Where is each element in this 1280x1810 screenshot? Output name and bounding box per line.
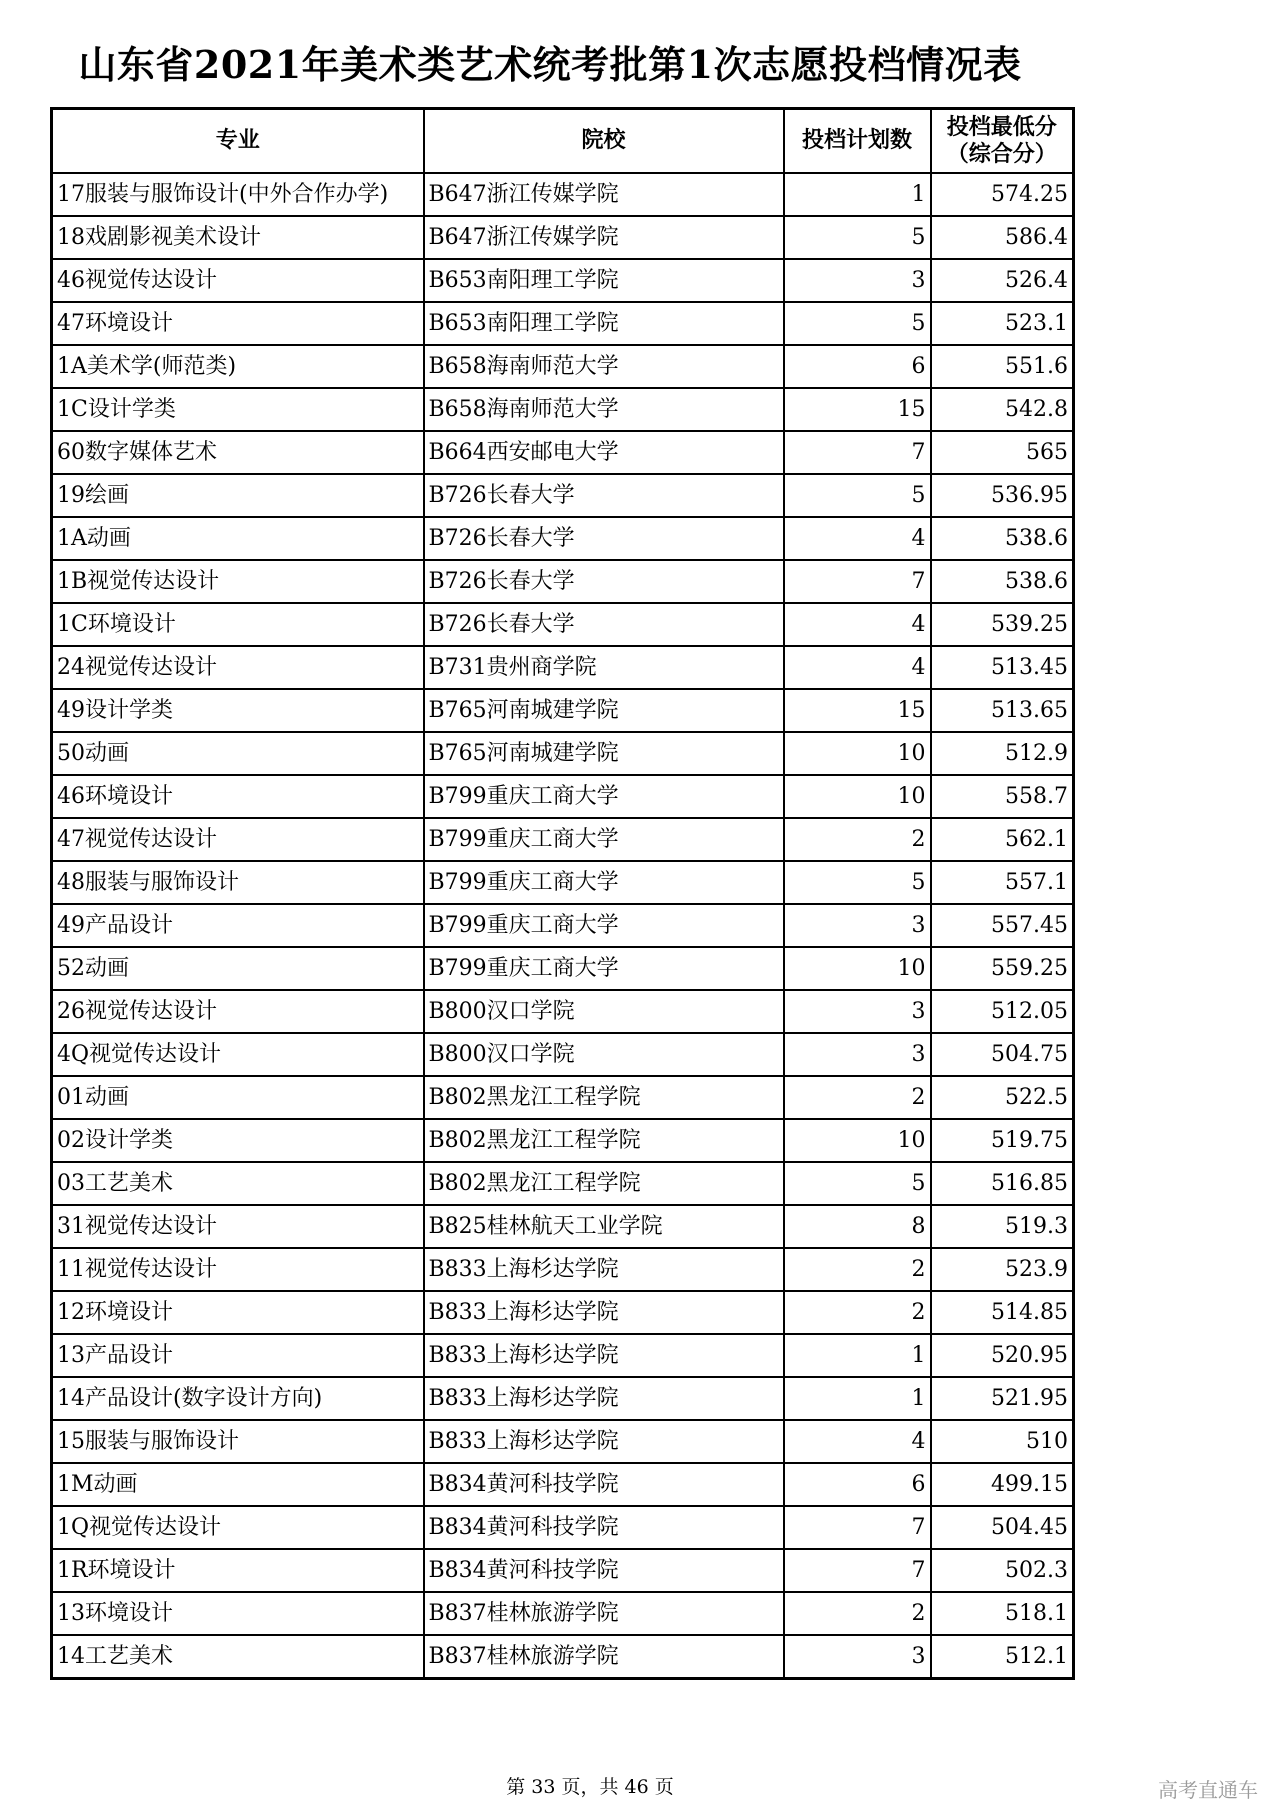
- cell-plan: 4: [784, 603, 931, 646]
- table-row: [52, 1635, 1074, 1679]
- cell-major: 02设计学类: [52, 1119, 424, 1162]
- cell-school: B726长春大学: [424, 603, 784, 646]
- cell-major: 60数字媒体艺术: [52, 431, 424, 474]
- cell-major: 1C设计学类: [52, 388, 424, 431]
- table-row: [52, 689, 1074, 732]
- cell-plan: 4: [784, 1420, 931, 1463]
- cell-major: 13环境设计: [52, 1592, 424, 1635]
- cell-major: 52动画: [52, 947, 424, 990]
- cell-score: 504.45: [931, 1506, 1074, 1549]
- cell-score: 538.6: [931, 560, 1074, 603]
- cell-plan: 5: [784, 474, 931, 517]
- cell-school: B726长春大学: [424, 517, 784, 560]
- cell-school: B664西安邮电大学: [424, 431, 784, 474]
- cell-major: 46环境设计: [52, 775, 424, 818]
- cell-major: 24视觉传达设计: [52, 646, 424, 689]
- page-footer: 第 33 页，共 46 页: [506, 1776, 674, 1798]
- admission-table: [50, 107, 1075, 1680]
- cell-plan: 10: [784, 1119, 931, 1162]
- cell-plan: 3: [784, 904, 931, 947]
- cell-score: 562.1: [931, 818, 1074, 861]
- cell-score: 499.15: [931, 1463, 1074, 1506]
- cell-major: 1B视觉传达设计: [52, 560, 424, 603]
- cell-plan: 7: [784, 1506, 931, 1549]
- cell-school: B726长春大学: [424, 474, 784, 517]
- cell-school: B834黄河科技学院: [424, 1463, 784, 1506]
- table-row: [52, 517, 1074, 560]
- cell-score: 521.95: [931, 1377, 1074, 1420]
- cell-score: 559.25: [931, 947, 1074, 990]
- header-score-line2: （综合分）: [946, 142, 1057, 167]
- cell-plan: 2: [784, 818, 931, 861]
- cell-major: 26视觉传达设计: [52, 990, 424, 1033]
- cell-major: 47视觉传达设计: [52, 818, 424, 861]
- table-row: [52, 1162, 1074, 1205]
- cell-major: 49设计学类: [52, 689, 424, 732]
- page-title: 山东省2021年美术类艺术统考批第1次志愿投档情况表: [78, 42, 1022, 87]
- cell-school: B802黑龙江工程学院: [424, 1119, 784, 1162]
- cell-plan: 7: [784, 560, 931, 603]
- cell-score: 514.85: [931, 1291, 1074, 1334]
- cell-plan: 2: [784, 1291, 931, 1334]
- cell-school: B825桂林航天工业学院: [424, 1205, 784, 1248]
- cell-major: 12环境设计: [52, 1291, 424, 1334]
- table-row: [52, 947, 1074, 990]
- table-row: [52, 1334, 1074, 1377]
- cell-school: B799重庆工商大学: [424, 904, 784, 947]
- table-row: [52, 259, 1074, 302]
- cell-major: 47环境设计: [52, 302, 424, 345]
- cell-plan: 5: [784, 1162, 931, 1205]
- cell-plan: 8: [784, 1205, 931, 1248]
- cell-score: 557.45: [931, 904, 1074, 947]
- cell-score: 519.75: [931, 1119, 1074, 1162]
- cell-plan: 3: [784, 1635, 931, 1679]
- cell-plan: 10: [784, 732, 931, 775]
- cell-major: 49产品设计: [52, 904, 424, 947]
- cell-school: B833上海杉达学院: [424, 1248, 784, 1291]
- table-row: [52, 646, 1074, 689]
- table-row: [52, 431, 1074, 474]
- cell-major: 03工艺美术: [52, 1162, 424, 1205]
- cell-major: 1A动画: [52, 517, 424, 560]
- cell-plan: 15: [784, 689, 931, 732]
- cell-score: 565: [931, 431, 1074, 474]
- cell-plan: 3: [784, 990, 931, 1033]
- header-score: [931, 109, 1074, 174]
- cell-major: 1C环境设计: [52, 603, 424, 646]
- cell-plan: 10: [784, 775, 931, 818]
- cell-major: 4Q视觉传达设计: [52, 1033, 424, 1076]
- cell-school: B837桂林旅游学院: [424, 1592, 784, 1635]
- table-row: [52, 474, 1074, 517]
- cell-score: 510: [931, 1420, 1074, 1463]
- cell-score: 512.1: [931, 1635, 1074, 1679]
- cell-plan: 7: [784, 1549, 931, 1592]
- cell-school: B799重庆工商大学: [424, 947, 784, 990]
- cell-school: B799重庆工商大学: [424, 818, 784, 861]
- cell-major: 15服装与服饰设计: [52, 1420, 424, 1463]
- header-major: 专业: [52, 109, 424, 174]
- table-row: [52, 1076, 1074, 1119]
- cell-plan: 5: [784, 302, 931, 345]
- cell-score: 513.65: [931, 689, 1074, 732]
- cell-score: 574.25: [931, 173, 1074, 216]
- cell-major: 14产品设计(数字设计方向): [52, 1377, 424, 1420]
- table-row: [52, 216, 1074, 259]
- cell-school: B802黑龙江工程学院: [424, 1076, 784, 1119]
- cell-school: B653南阳理工学院: [424, 259, 784, 302]
- cell-major: 19绘画: [52, 474, 424, 517]
- table-row: [52, 990, 1074, 1033]
- cell-school: B765河南城建学院: [424, 689, 784, 732]
- cell-score: 551.6: [931, 345, 1074, 388]
- cell-plan: 15: [784, 388, 931, 431]
- cell-major: 50动画: [52, 732, 424, 775]
- cell-major: 48服装与服饰设计: [52, 861, 424, 904]
- table-body: [52, 173, 1074, 1679]
- cell-plan: 10: [784, 947, 931, 990]
- cell-school: B800汉口学院: [424, 990, 784, 1033]
- table-row: [52, 1377, 1074, 1420]
- table-row: [52, 302, 1074, 345]
- table-row: [52, 1248, 1074, 1291]
- cell-plan: 2: [784, 1248, 931, 1291]
- cell-school: B833上海杉达学院: [424, 1334, 784, 1377]
- cell-school: B802黑龙江工程学院: [424, 1162, 784, 1205]
- header-score-line1: 投档最低分: [946, 115, 1057, 140]
- cell-school: B834黄河科技学院: [424, 1506, 784, 1549]
- cell-school: B834黄河科技学院: [424, 1549, 784, 1592]
- cell-school: B647浙江传媒学院: [424, 173, 784, 216]
- cell-score: 558.7: [931, 775, 1074, 818]
- table-row: [52, 1205, 1074, 1248]
- cell-plan: 3: [784, 259, 931, 302]
- table-row: [52, 1592, 1074, 1635]
- cell-plan: 1: [784, 1377, 931, 1420]
- table-row: [52, 388, 1074, 431]
- cell-score: 557.1: [931, 861, 1074, 904]
- table-row: [52, 603, 1074, 646]
- cell-plan: 2: [784, 1076, 931, 1119]
- header-school: 院校: [424, 109, 784, 174]
- table-row: [52, 1549, 1074, 1592]
- watermark-text: 高考直通车: [1158, 1778, 1258, 1802]
- cell-major: 17服装与服饰设计(中外合作办学): [52, 173, 424, 216]
- cell-score: 526.4: [931, 259, 1074, 302]
- table-row: [52, 775, 1074, 818]
- cell-plan: 1: [784, 173, 931, 216]
- table-row: [52, 560, 1074, 603]
- table-row: [52, 1119, 1074, 1162]
- cell-major: 1R环境设计: [52, 1549, 424, 1592]
- cell-plan: 4: [784, 517, 931, 560]
- table-row: [52, 1033, 1074, 1076]
- cell-major: 1Q视觉传达设计: [52, 1506, 424, 1549]
- cell-score: 539.25: [931, 603, 1074, 646]
- cell-major: 1M动画: [52, 1463, 424, 1506]
- cell-plan: 6: [784, 345, 931, 388]
- cell-plan: 5: [784, 861, 931, 904]
- cell-school: B799重庆工商大学: [424, 861, 784, 904]
- table-row: [52, 732, 1074, 775]
- cell-score: 538.6: [931, 517, 1074, 560]
- cell-score: 520.95: [931, 1334, 1074, 1377]
- cell-score: 502.3: [931, 1549, 1074, 1592]
- cell-score: 519.3: [931, 1205, 1074, 1248]
- cell-major: 1A美术学(师范类): [52, 345, 424, 388]
- table-row: [52, 1463, 1074, 1506]
- cell-score: 513.45: [931, 646, 1074, 689]
- table-row: [52, 345, 1074, 388]
- cell-plan: 2: [784, 1592, 931, 1635]
- cell-school: B658海南师范大学: [424, 345, 784, 388]
- cell-score: 512.9: [931, 732, 1074, 775]
- cell-score: 512.05: [931, 990, 1074, 1033]
- table-row: [52, 1291, 1074, 1334]
- table-row: [52, 904, 1074, 947]
- table-row: [52, 818, 1074, 861]
- cell-school: B726长春大学: [424, 560, 784, 603]
- cell-score: 542.8: [931, 388, 1074, 431]
- cell-school: B833上海杉达学院: [424, 1420, 784, 1463]
- cell-major: 01动画: [52, 1076, 424, 1119]
- table-row: [52, 1506, 1074, 1549]
- cell-score: 518.1: [931, 1592, 1074, 1635]
- cell-score: 523.9: [931, 1248, 1074, 1291]
- cell-major: 31视觉传达设计: [52, 1205, 424, 1248]
- cell-school: B833上海杉达学院: [424, 1291, 784, 1334]
- cell-major: 11视觉传达设计: [52, 1248, 424, 1291]
- cell-school: B833上海杉达学院: [424, 1377, 784, 1420]
- table-row: [52, 173, 1074, 216]
- cell-school: B658海南师范大学: [424, 388, 784, 431]
- cell-school: B765河南城建学院: [424, 732, 784, 775]
- header-plan: 投档计划数: [784, 109, 931, 174]
- cell-major: 46视觉传达设计: [52, 259, 424, 302]
- cell-major: 13产品设计: [52, 1334, 424, 1377]
- cell-plan: 3: [784, 1033, 931, 1076]
- table-row: [52, 861, 1074, 904]
- table-row: [52, 1420, 1074, 1463]
- cell-school: B647浙江传媒学院: [424, 216, 784, 259]
- cell-plan: 1: [784, 1334, 931, 1377]
- table-header: [52, 109, 1074, 174]
- cell-plan: 7: [784, 431, 931, 474]
- cell-school: B837桂林旅游学院: [424, 1635, 784, 1679]
- cell-school: B799重庆工商大学: [424, 775, 784, 818]
- cell-school: B800汉口学院: [424, 1033, 784, 1076]
- cell-score: 516.85: [931, 1162, 1074, 1205]
- cell-plan: 5: [784, 216, 931, 259]
- cell-major: 18戏剧影视美术设计: [52, 216, 424, 259]
- cell-score: 523.1: [931, 302, 1074, 345]
- cell-score: 586.4: [931, 216, 1074, 259]
- cell-plan: 4: [784, 646, 931, 689]
- cell-plan: 6: [784, 1463, 931, 1506]
- cell-score: 536.95: [931, 474, 1074, 517]
- cell-school: B731贵州商学院: [424, 646, 784, 689]
- cell-school: B653南阳理工学院: [424, 302, 784, 345]
- cell-major: 14工艺美术: [52, 1635, 424, 1679]
- cell-score: 504.75: [931, 1033, 1074, 1076]
- cell-score: 522.5: [931, 1076, 1074, 1119]
